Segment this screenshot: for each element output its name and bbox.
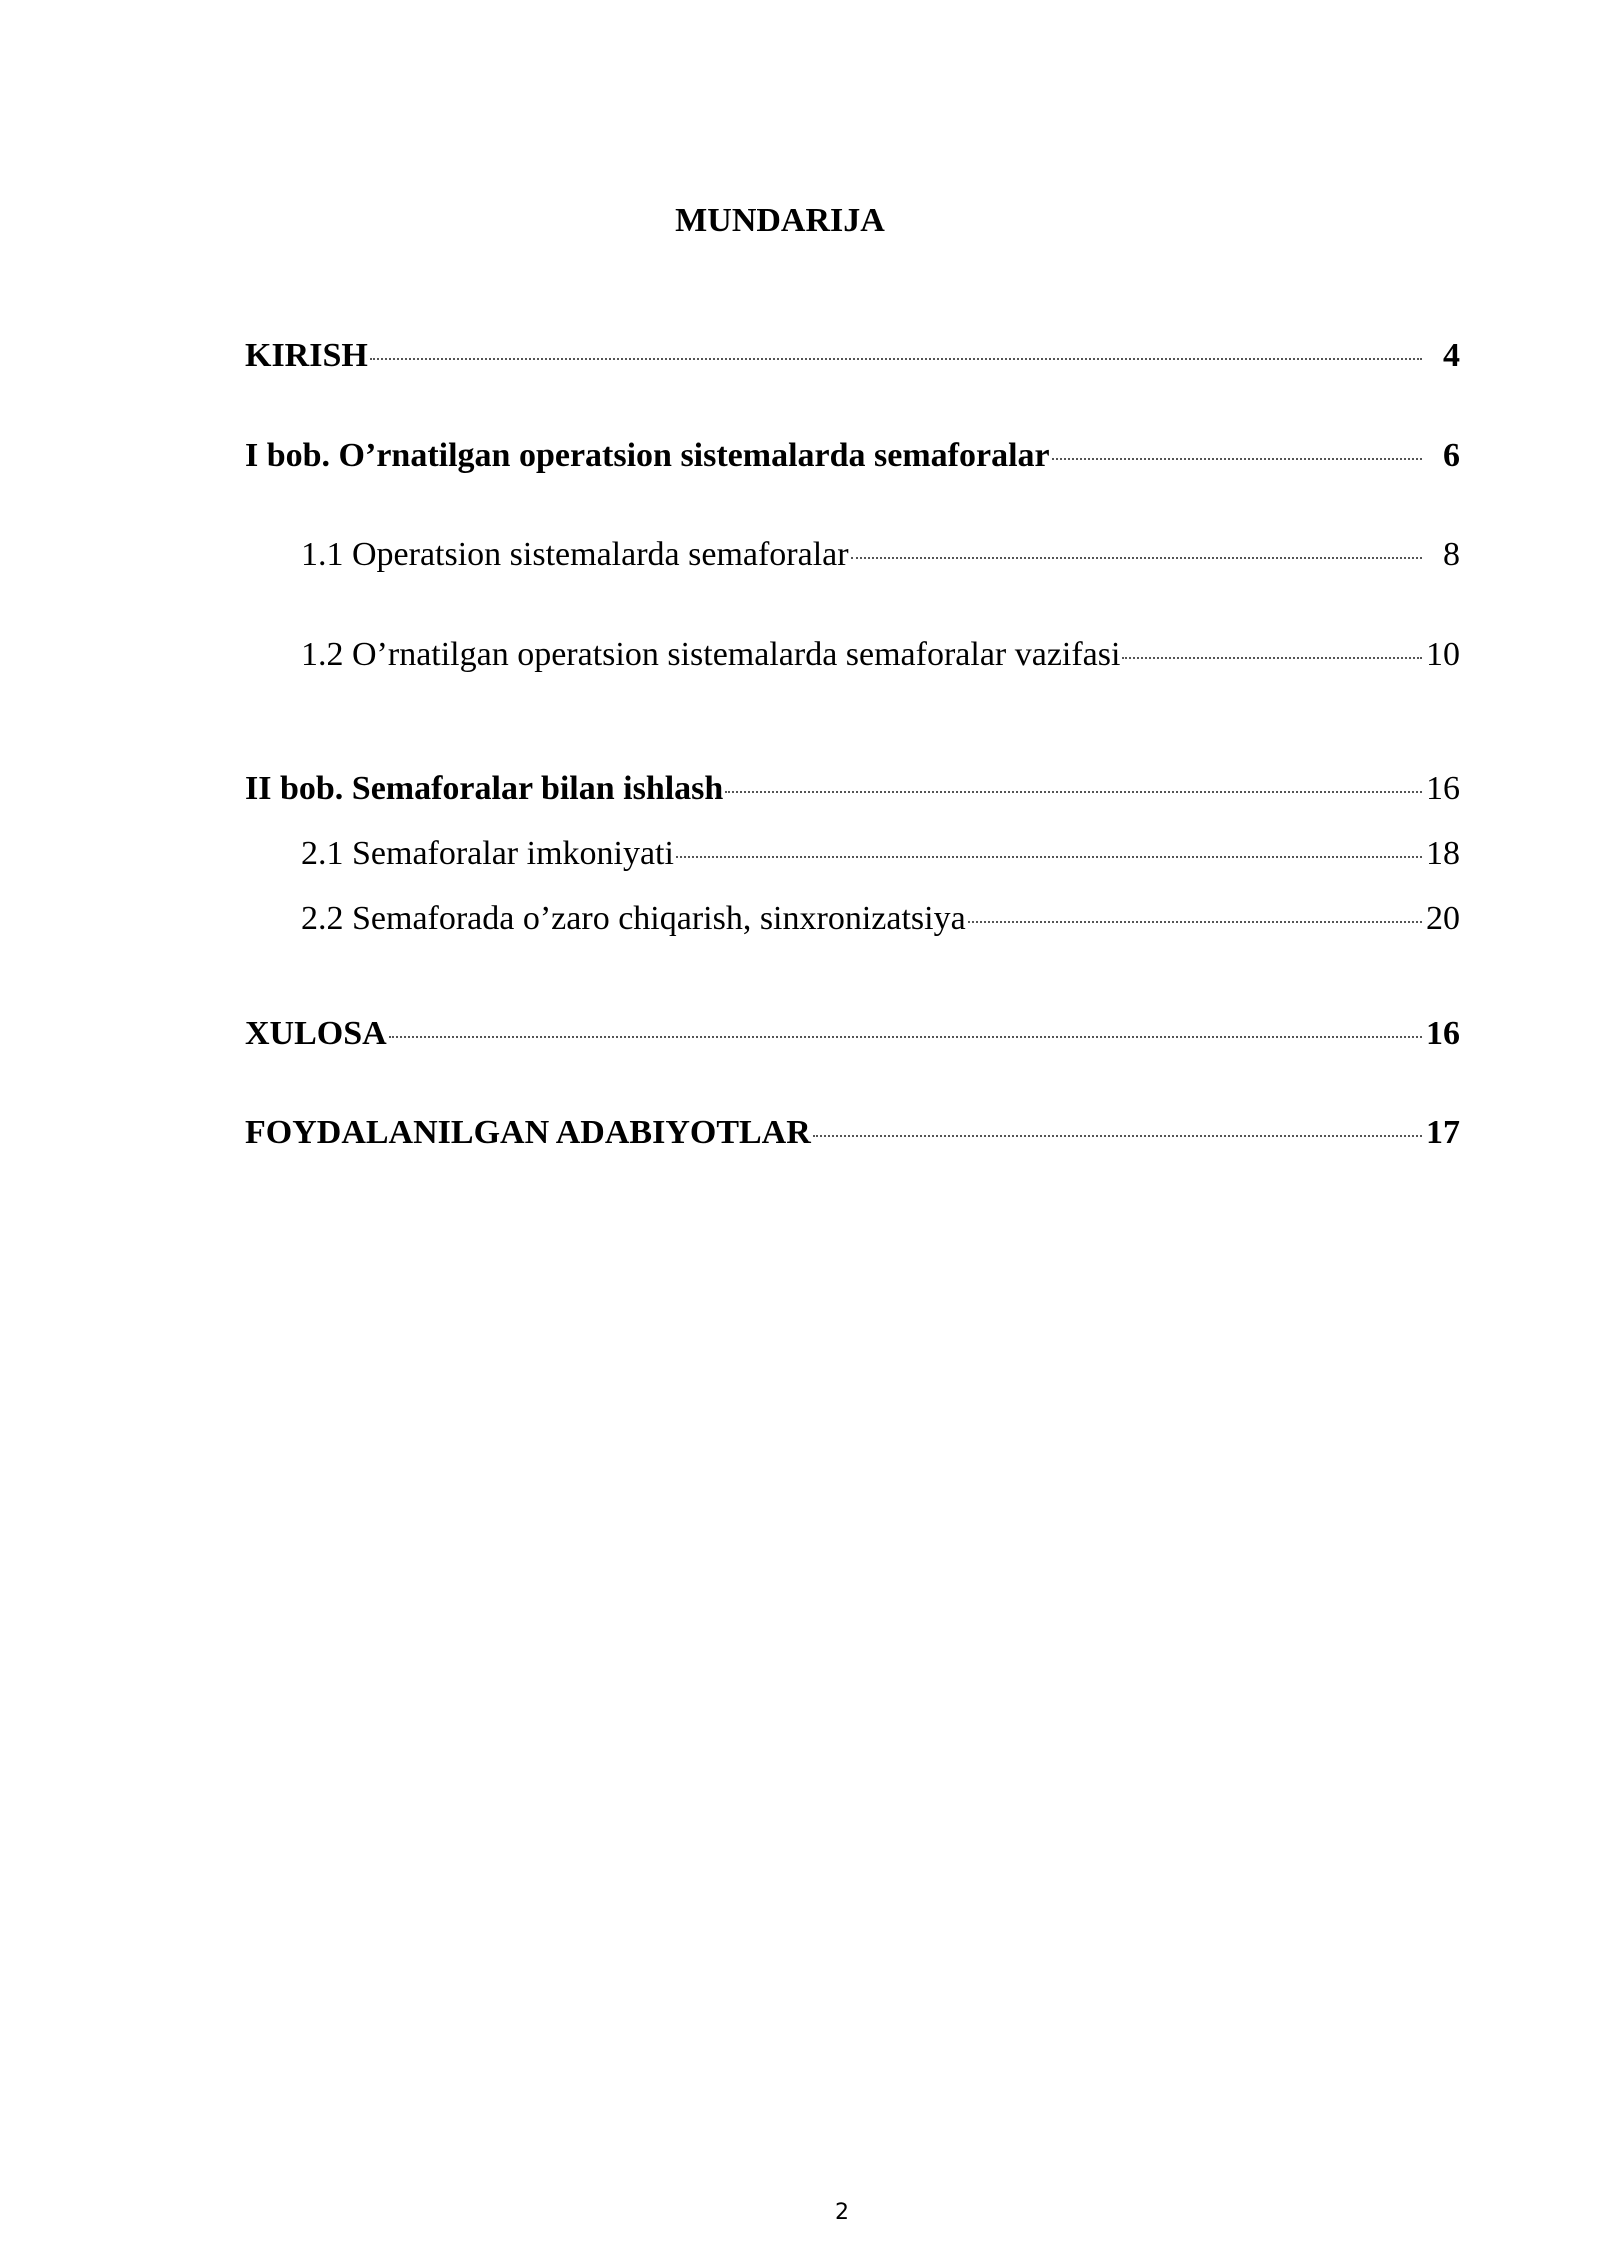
toc-dot-leader [676,856,1422,858]
toc-entry-chapter-2[interactable] [245,766,1460,812]
toc-dot-leader [1122,657,1422,659]
toc-dot-leader [968,921,1422,923]
toc-entry-label: 2.2 Semaforada o’zaro chiqarish, sinxronizatsiya [301,900,966,937]
toc-entry-label: 1.2 O’rnatilgan operatsion sistemalarda semaforalar vazifasi [301,636,1121,673]
toc-entry-page: 6 [1443,437,1460,474]
toc-entry-label: KIRISH [245,337,368,374]
toc-entry-section-2-1[interactable] [301,831,1460,877]
toc-entry-references[interactable] [245,1110,1460,1156]
toc-entry-label: 1.1 Operatsion sistemalarda semaforalar [301,536,849,573]
toc-dot-leader [1052,458,1422,460]
toc-entry-label: FOYDALANILGAN ADABIYOTLAR [245,1114,811,1151]
toc-entry-label: XULOSA [245,1015,387,1052]
toc-entry-section-1-1[interactable] [301,532,1460,578]
page-title: MUNDARIJA [675,202,885,239]
toc-entry-chapter-1[interactable] [245,433,1460,479]
toc-entry-page: 4 [1443,337,1460,374]
toc-dot-leader [851,557,1422,559]
toc-entry-page: 8 [1443,536,1460,573]
toc-dot-leader [389,1036,1422,1038]
toc-entry-page: 16 [1426,1015,1460,1052]
toc-dot-leader [813,1135,1422,1137]
toc-entry-page: 18 [1426,835,1460,872]
toc-entry-page: 10 [1426,636,1460,673]
toc-entry-label: I bob. O’rnatilgan operatsion sistemalarda semaforalar [245,437,1050,474]
toc-entry-label: II bob. Semaforalar bilan ishlash [245,770,724,807]
toc-entry-section-2-2[interactable] [301,896,1460,942]
toc-dot-leader [370,358,1422,360]
toc-entry-xulosa[interactable] [245,1011,1460,1057]
toc-entry-page: 17 [1426,1114,1460,1151]
toc-dot-leader [725,791,1422,793]
toc-entry-kirish[interactable] [245,333,1460,379]
toc-entry-label: 2.1 Semaforalar imkoniyati [301,835,674,872]
toc-entry-page: 16 [1426,770,1460,807]
page-number: 2 [835,2200,849,2225]
toc-entry-page: 20 [1426,900,1460,937]
toc-entry-section-1-2[interactable] [301,632,1460,678]
